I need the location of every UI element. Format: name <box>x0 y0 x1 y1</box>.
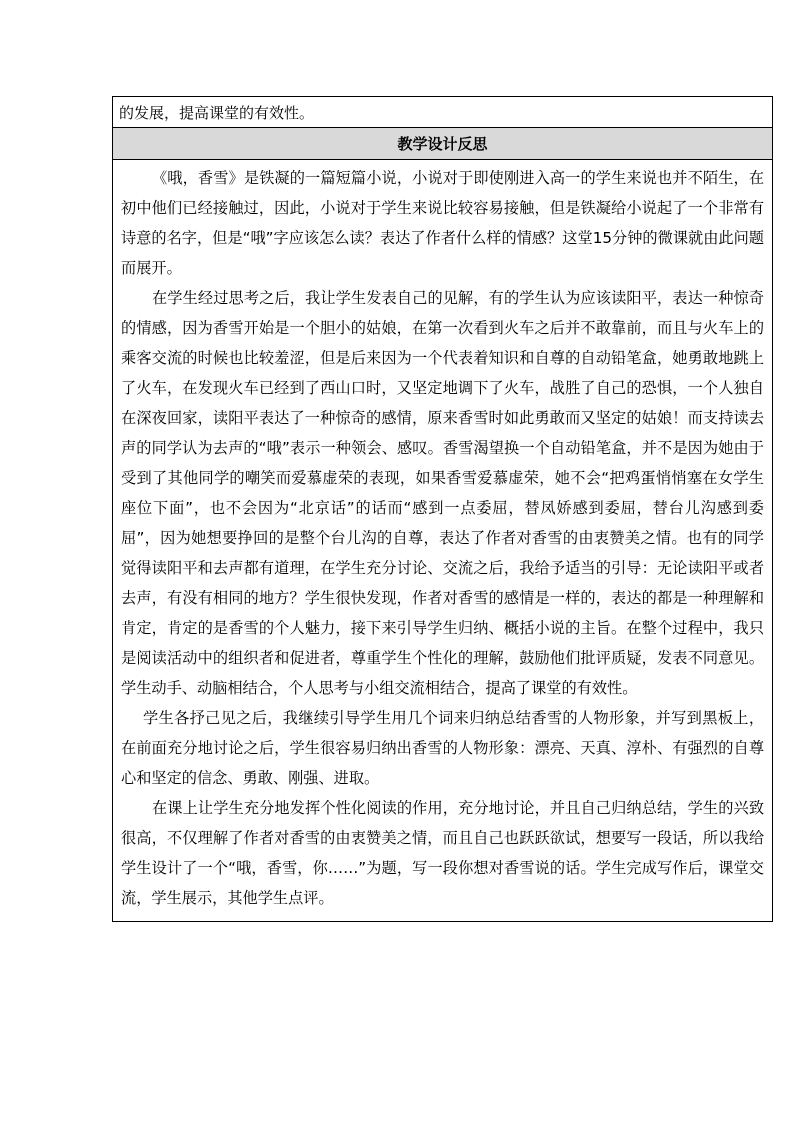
reflection-body <box>113 160 772 921</box>
continuation-text: 的发展，提高课堂的有效性。 <box>113 97 772 128</box>
section-heading: 教学设计反思 <box>113 128 772 160</box>
paragraph: 在课上让学生充分地发挥个性化阅读的作用，充分地讨论，并且自己归纳总结，学生的兴致很高，不仅理解了作者对香雪的由衷赞美之情，而且自己也跃跃欲试，想要写一段话，所以我给学生设计了一个“哦，香雪，你……”为题，写一段你想对香雪说的话。学生完成写作后，课堂交流，学生展示，其他学生点评。 <box>121 799 764 907</box>
document-table <box>112 96 773 922</box>
paragraph: 《哦，香雪》是铁凝的一篇短篇小说，小说对于即使刚进入高一的学生来说也并不陌生，在初中他们已经接触过，因此，小说对于学生来说比较容易接触，但是铁凝给小说起了一个非常有诗意的名字，但是“哦”字应该怎么读？表达了作者什么样的情感？这堂15分钟的微课就由此问题而展开。 <box>121 169 764 277</box>
paragraph: 在学生经过思考之后，我让学生发表自己的见解，有的学生认为应该读阳平，表达一种惊奇的情感，因为香雪开始是一个胆小的姑娘，在第一次看到火车之后并不敢靠前，而且与火车上的乘客交流的时候也比较羞涩，但是后来因为一个代表着知识和自尊的自动铅笔盒，她勇敢地跳上了火车，在发现火车已经到了西山口时，又坚定地调下了火车，战胜了自己的恐惧，一个人独自在深夜回家，读阳平表达了一种惊奇的感情，原来香雪时如此勇敢而又坚定的姑娘！而支持读去声的同学认为去声的“哦”表示一种领会、感叹。香雪渴望换一个自动铅笔盒，并不是因为她由于受到了其他同学的嘲笑而爱慕虚荣的表现，如果香雪爱慕虚荣，她不会“把鸡蛋悄悄塞在女学生座位下面”，也不会因为“北京话”的话而“感到一点委屈，替凤娇感到委屈，替台儿沟感到委屈”，因为她想要挣回的是整个台儿沟的自尊，表达了作者对香雪的由衷赞美之情。也有的同学觉得读阳平和去声都有道理，在学生充分讨论、交流之后，我给予适当的引导：无论读阳平或者去声，有没有相同的地方？学生很快发现，作者对香雪的感情是一样的，表达的都是一种理解和肯定，肯定的是香雪的个人魅力，接下来引导学生归纳、概括小说的主旨。在整个过程中，我只是阅读活动中的组织者和促进者，尊重学生个性化的理解，鼓励他们批评质疑，发表不同意见。学生动手、动脑相结合，个人思考与小组交流相结合，提高了课堂的有效性。 <box>121 289 764 697</box>
paragraph: 学生各抒己见之后，我继续引导学生用几个词来归纳总结香雪的人物形象，并写到黑板上，在前面充分地讨论之后，学生很容易归纳出香雪的人物形象：漂亮、天真、淳朴、有强烈的自尊心和坚定的信念、勇敢、刚强、进取。 <box>121 709 764 787</box>
